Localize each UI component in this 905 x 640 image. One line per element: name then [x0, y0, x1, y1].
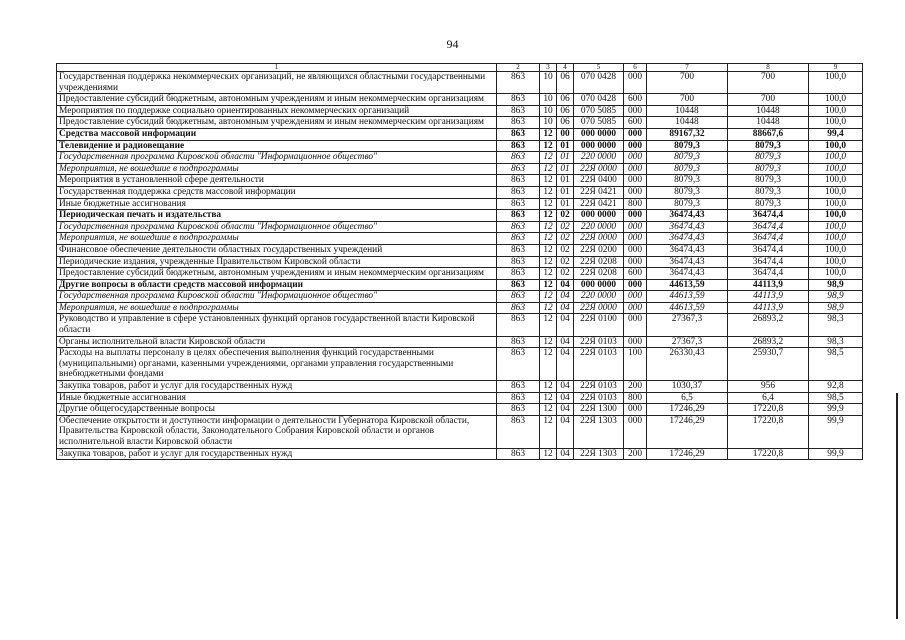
cell-ministry-code: 863	[497, 279, 540, 291]
cell-percent: 99,4	[809, 128, 863, 140]
cell-ministry-code: 863	[497, 128, 540, 140]
cell-section: 12	[540, 404, 557, 416]
cell-percent: 98,5	[809, 348, 863, 381]
cell-percent: 99,9	[809, 404, 863, 416]
cell-planned-amount: 17246,29	[647, 448, 728, 460]
cell-actual-amount: 88667,6	[728, 128, 809, 140]
cell-ministry-code: 863	[497, 404, 540, 416]
cell-subsection: 02	[557, 221, 574, 233]
cell-section: 12	[540, 152, 557, 164]
cell-planned-amount: 36474,43	[647, 244, 728, 256]
cell-subsection: 01	[557, 163, 574, 175]
cell-target-article: 22Я 0200	[574, 244, 624, 256]
cell-percent: 99,9	[809, 415, 863, 448]
cell-ministry-code: 863	[497, 302, 540, 314]
cell-subsection: 02	[557, 244, 574, 256]
cell-target-article: 22Я 0103	[574, 336, 624, 348]
row-description: Предоставление субсидий бюджетным, автономным учреждениям и иным некоммерческим организациям	[57, 117, 497, 129]
cell-planned-amount: 36474,43	[647, 233, 728, 245]
cell-expense-type: 000	[624, 221, 647, 233]
cell-section: 12	[540, 244, 557, 256]
cell-section: 12	[540, 314, 557, 336]
cell-expense-type: 600	[624, 117, 647, 129]
cell-ministry-code: 863	[497, 448, 540, 460]
cell-planned-amount: 8079,3	[647, 152, 728, 164]
cell-expense-type: 200	[624, 381, 647, 393]
cell-target-article: 22Я 0000	[574, 233, 624, 245]
cell-section: 12	[540, 448, 557, 460]
row-description: Руководство и управление в сфере установленных функций органов государственной власти Кировской области	[57, 314, 497, 336]
cell-subsection: 04	[557, 279, 574, 291]
cell-planned-amount: 8079,3	[647, 186, 728, 198]
cell-expense-type: 000	[624, 186, 647, 198]
table-row	[57, 140, 863, 152]
cell-section: 12	[540, 210, 557, 222]
cell-section: 12	[540, 279, 557, 291]
cell-section: 12	[540, 392, 557, 404]
cell-percent: 100,0	[809, 210, 863, 222]
header-cell: 4	[557, 64, 574, 72]
cell-ministry-code: 863	[497, 392, 540, 404]
cell-expense-type: 600	[624, 268, 647, 280]
cell-subsection: 01	[557, 152, 574, 164]
header-cell: 3	[540, 64, 557, 72]
row-description: Обеспечение открытости и доступности информации о деятельности Губернатора Кировской области, Правительства Кировской области, Законодательного Собрания Кировской области и органов исполнительной власти Кировской области	[57, 415, 497, 448]
cell-section: 12	[540, 198, 557, 210]
cell-percent: 100,0	[809, 256, 863, 268]
cell-target-article: 000 0000	[574, 210, 624, 222]
row-description: Закупка товаров, работ и услуг для государственных нужд	[57, 448, 497, 460]
cell-planned-amount: 8079,3	[647, 140, 728, 152]
header-cell: 2	[497, 64, 540, 72]
cell-percent: 100,0	[809, 140, 863, 152]
cell-ministry-code: 863	[497, 314, 540, 336]
cell-ministry-code: 863	[497, 381, 540, 393]
cell-actual-amount: 36474,4	[728, 210, 809, 222]
table-row	[57, 210, 863, 222]
table-row	[57, 348, 863, 381]
cell-expense-type: 000	[624, 72, 647, 94]
cell-actual-amount: 8079,3	[728, 175, 809, 187]
row-description: Государственная программа Кировской области "Информационное общество"	[57, 152, 497, 164]
cell-expense-type: 000	[624, 105, 647, 117]
row-description: Мероприятия, не вошедшие в подпрограммы	[57, 233, 497, 245]
table-row	[57, 381, 863, 393]
cell-subsection: 04	[557, 302, 574, 314]
cell-actual-amount: 36474,4	[728, 233, 809, 245]
table-row	[57, 175, 863, 187]
row-description: Расходы на выплаты персоналу в целях обеспечения выполнения функций государственными (муниципальными) органами, казенными учреждениями, органами управления государственными внебюджетными фондами	[57, 348, 497, 381]
cell-target-article: 22Я 0000	[574, 302, 624, 314]
cell-percent: 100,0	[809, 94, 863, 106]
row-description: Другие вопросы в области средств массовой информации	[57, 279, 497, 291]
cell-target-article: 22Я 1303	[574, 415, 624, 448]
cell-subsection: 00	[557, 128, 574, 140]
cell-percent: 98,9	[809, 291, 863, 303]
cell-percent: 99,9	[809, 448, 863, 460]
cell-target-article: 22Я 0421	[574, 186, 624, 198]
cell-target-article: 070 0428	[574, 94, 624, 106]
cell-ministry-code: 863	[497, 268, 540, 280]
table-row	[57, 302, 863, 314]
cell-target-article: 22Я 0400	[574, 175, 624, 187]
cell-subsection: 04	[557, 348, 574, 381]
cell-subsection: 06	[557, 105, 574, 117]
cell-actual-amount: 956	[728, 381, 809, 393]
cell-actual-amount: 36474,4	[728, 256, 809, 268]
table-row	[57, 314, 863, 336]
cell-actual-amount: 17220,8	[728, 415, 809, 448]
cell-section: 12	[540, 140, 557, 152]
cell-planned-amount: 10448	[647, 117, 728, 129]
table-row	[57, 268, 863, 280]
cell-percent: 100,0	[809, 175, 863, 187]
row-description: Государственная поддержка некоммерческих организаций, не являющихся областными государственными учреждениями	[57, 72, 497, 94]
table-row	[57, 404, 863, 416]
cell-ministry-code: 863	[497, 256, 540, 268]
row-description: Мероприятия по поддержке социально ориентированных некоммерческих организаций	[57, 105, 497, 117]
header-cell: 8	[728, 64, 809, 72]
cell-section: 10	[540, 72, 557, 94]
row-description: Иные бюджетные ассигнования	[57, 198, 497, 210]
cell-planned-amount: 36474,43	[647, 268, 728, 280]
table-row	[57, 244, 863, 256]
row-description: Государственная программа Кировской области "Информационное общество"	[57, 221, 497, 233]
scan-edge-line	[896, 393, 898, 619]
table-row	[57, 117, 863, 129]
table-row	[57, 336, 863, 348]
cell-subsection: 02	[557, 268, 574, 280]
cell-ministry-code: 863	[497, 415, 540, 448]
cell-planned-amount: 89167,32	[647, 128, 728, 140]
header-cell: 6	[624, 64, 647, 72]
cell-subsection: 02	[557, 210, 574, 222]
cell-actual-amount: 17220,8	[728, 404, 809, 416]
cell-ministry-code: 863	[497, 210, 540, 222]
table-row	[57, 198, 863, 210]
cell-section: 12	[540, 268, 557, 280]
cell-section: 12	[540, 221, 557, 233]
cell-target-article: 22Я 0208	[574, 256, 624, 268]
header-cell: 5	[574, 64, 624, 72]
cell-percent: 100,0	[809, 198, 863, 210]
table-row	[57, 448, 863, 460]
table-row	[57, 256, 863, 268]
cell-section: 12	[540, 348, 557, 381]
cell-planned-amount: 44613,59	[647, 279, 728, 291]
row-description: Мероприятия, не вошедшие в подпрограммы	[57, 302, 497, 314]
budget-table	[56, 63, 863, 460]
table-row	[57, 105, 863, 117]
cell-ministry-code: 863	[497, 336, 540, 348]
cell-planned-amount: 27367,3	[647, 336, 728, 348]
cell-actual-amount: 700	[728, 94, 809, 106]
cell-section: 10	[540, 94, 557, 106]
cell-section: 10	[540, 117, 557, 129]
table-body	[57, 64, 863, 460]
row-description: Государственная поддержка средств массовой информации	[57, 186, 497, 198]
cell-percent: 92,8	[809, 381, 863, 393]
cell-expense-type: 200	[624, 448, 647, 460]
header-cell: 9	[809, 64, 863, 72]
cell-target-article: 220 0000	[574, 152, 624, 164]
cell-percent: 100,0	[809, 152, 863, 164]
table-header-row	[57, 64, 863, 72]
row-description: Периодическая печать и издательства	[57, 210, 497, 222]
table-row	[57, 221, 863, 233]
cell-planned-amount: 700	[647, 94, 728, 106]
cell-planned-amount: 17246,29	[647, 404, 728, 416]
cell-expense-type: 000	[624, 233, 647, 245]
cell-expense-type: 000	[624, 244, 647, 256]
page-number: 94	[446, 37, 459, 51]
cell-target-article: 22Я 0208	[574, 268, 624, 280]
cell-subsection: 04	[557, 314, 574, 336]
cell-subsection: 02	[557, 256, 574, 268]
cell-ministry-code: 863	[497, 117, 540, 129]
cell-expense-type: 000	[624, 404, 647, 416]
cell-planned-amount: 10448	[647, 105, 728, 117]
cell-subsection: 01	[557, 198, 574, 210]
cell-percent: 100,0	[809, 233, 863, 245]
cell-planned-amount: 36474,43	[647, 256, 728, 268]
cell-actual-amount: 10448	[728, 105, 809, 117]
cell-target-article: 22Я 1303	[574, 448, 624, 460]
row-description: Телевидение и радиовещание	[57, 140, 497, 152]
cell-ministry-code: 863	[497, 175, 540, 187]
cell-ministry-code: 863	[497, 348, 540, 381]
cell-section: 12	[540, 381, 557, 393]
cell-expense-type: 600	[624, 94, 647, 106]
cell-target-article: 22Я 0103	[574, 381, 624, 393]
cell-planned-amount: 700	[647, 72, 728, 94]
cell-ministry-code: 863	[497, 186, 540, 198]
table-row	[57, 152, 863, 164]
cell-actual-amount: 44113,9	[728, 279, 809, 291]
row-description: Мероприятия, не вошедшие в подпрограммы	[57, 163, 497, 175]
cell-percent: 98,9	[809, 279, 863, 291]
cell-actual-amount: 36474,4	[728, 268, 809, 280]
cell-ministry-code: 863	[497, 291, 540, 303]
cell-ministry-code: 863	[497, 152, 540, 164]
cell-planned-amount: 27367,3	[647, 314, 728, 336]
cell-target-article: 22Я 0103	[574, 392, 624, 404]
cell-expense-type: 000	[624, 314, 647, 336]
cell-subsection: 06	[557, 94, 574, 106]
cell-target-article: 22Я 0103	[574, 348, 624, 381]
cell-expense-type: 000	[624, 415, 647, 448]
cell-percent: 100,0	[809, 186, 863, 198]
cell-actual-amount: 8079,3	[728, 140, 809, 152]
row-description: Финансовое обеспечение деятельности областных государственных учреждений	[57, 244, 497, 256]
cell-actual-amount: 44113,9	[728, 291, 809, 303]
cell-target-article: 22Я 1300	[574, 404, 624, 416]
cell-section: 12	[540, 175, 557, 187]
cell-percent: 98,5	[809, 392, 863, 404]
cell-subsection: 01	[557, 186, 574, 198]
cell-percent: 100,0	[809, 221, 863, 233]
cell-percent: 98,3	[809, 314, 863, 336]
cell-subsection: 04	[557, 291, 574, 303]
cell-expense-type: 000	[624, 128, 647, 140]
cell-actual-amount: 17220,8	[728, 448, 809, 460]
cell-planned-amount: 8079,3	[647, 198, 728, 210]
cell-section: 12	[540, 128, 557, 140]
cell-expense-type: 000	[624, 210, 647, 222]
cell-section: 12	[540, 233, 557, 245]
cell-actual-amount: 26893,2	[728, 336, 809, 348]
cell-ministry-code: 863	[497, 163, 540, 175]
cell-percent: 98,3	[809, 336, 863, 348]
cell-section: 12	[540, 186, 557, 198]
cell-expense-type: 000	[624, 163, 647, 175]
cell-planned-amount: 44613,59	[647, 302, 728, 314]
cell-subsection: 02	[557, 233, 574, 245]
row-description: Другие общегосударственные вопросы	[57, 404, 497, 416]
cell-subsection: 01	[557, 175, 574, 187]
row-description: Предоставление субсидий бюджетным, автономным учреждениям и иным некоммерческим организациям	[57, 268, 497, 280]
cell-actual-amount: 25930,7	[728, 348, 809, 381]
table-row	[57, 186, 863, 198]
cell-target-article: 000 0000	[574, 128, 624, 140]
cell-planned-amount: 17246,29	[647, 415, 728, 448]
cell-target-article: 070 5085	[574, 117, 624, 129]
cell-ministry-code: 863	[497, 221, 540, 233]
cell-actual-amount: 26893,2	[728, 314, 809, 336]
cell-actual-amount: 8079,3	[728, 163, 809, 175]
cell-planned-amount: 8079,3	[647, 163, 728, 175]
header-cell: 1	[57, 64, 497, 72]
cell-planned-amount: 36474,43	[647, 221, 728, 233]
cell-subsection: 04	[557, 392, 574, 404]
cell-expense-type: 800	[624, 392, 647, 404]
table-row	[57, 128, 863, 140]
table-row	[57, 291, 863, 303]
cell-target-article: 000 0000	[574, 279, 624, 291]
cell-target-article: 22Я 0100	[574, 314, 624, 336]
table-row	[57, 233, 863, 245]
header-cell: 7	[647, 64, 728, 72]
table-row	[57, 72, 863, 94]
cell-target-article: 220 0000	[574, 221, 624, 233]
cell-section: 12	[540, 336, 557, 348]
cell-ministry-code: 863	[497, 140, 540, 152]
cell-actual-amount: 36474,4	[728, 244, 809, 256]
cell-subsection: 06	[557, 117, 574, 129]
cell-actual-amount: 10448	[728, 117, 809, 129]
cell-section: 12	[540, 291, 557, 303]
row-description: Средства массовой информации	[57, 128, 497, 140]
cell-section: 12	[540, 302, 557, 314]
cell-actual-amount: 8079,3	[728, 198, 809, 210]
cell-expense-type: 000	[624, 336, 647, 348]
row-description: Периодические издания, учрежденные Правительством Кировской области	[57, 256, 497, 268]
cell-expense-type: 000	[624, 152, 647, 164]
cell-subsection: 04	[557, 415, 574, 448]
cell-expense-type: 000	[624, 302, 647, 314]
cell-ministry-code: 863	[497, 233, 540, 245]
cell-section: 10	[540, 105, 557, 117]
table-row	[57, 163, 863, 175]
cell-ministry-code: 863	[497, 198, 540, 210]
cell-actual-amount: 8079,3	[728, 186, 809, 198]
cell-expense-type: 000	[624, 256, 647, 268]
cell-target-article: 22Я 0000	[574, 163, 624, 175]
cell-expense-type: 000	[624, 279, 647, 291]
cell-planned-amount: 8079,3	[647, 175, 728, 187]
cell-percent: 100,0	[809, 117, 863, 129]
cell-planned-amount: 36474,43	[647, 210, 728, 222]
cell-target-article: 000 0000	[574, 140, 624, 152]
cell-actual-amount: 36474,4	[728, 221, 809, 233]
cell-actual-amount: 8079,3	[728, 152, 809, 164]
cell-planned-amount: 6,5	[647, 392, 728, 404]
cell-target-article: 22Я 0421	[574, 198, 624, 210]
table-row	[57, 392, 863, 404]
cell-actual-amount: 6,4	[728, 392, 809, 404]
cell-subsection: 01	[557, 140, 574, 152]
cell-subsection: 04	[557, 336, 574, 348]
cell-planned-amount: 26330,43	[647, 348, 728, 381]
row-description: Закупка товаров, работ и услуг для государственных нужд	[57, 381, 497, 393]
row-description: Предоставление субсидий бюджетным, автономным учреждениям и иным некоммерческим организациям	[57, 94, 497, 106]
cell-subsection: 04	[557, 381, 574, 393]
table-row	[57, 279, 863, 291]
cell-expense-type: 000	[624, 175, 647, 187]
cell-target-article: 220 0000	[574, 291, 624, 303]
cell-percent: 100,0	[809, 72, 863, 94]
cell-target-article: 070 0428	[574, 72, 624, 94]
row-description: Органы исполнительной власти Кировской области	[57, 336, 497, 348]
cell-subsection: 06	[557, 72, 574, 94]
cell-actual-amount: 44113,9	[728, 302, 809, 314]
cell-percent: 100,0	[809, 268, 863, 280]
cell-expense-type: 100	[624, 348, 647, 381]
cell-planned-amount: 44613,59	[647, 291, 728, 303]
row-description: Государственная программа Кировской области "Информационное общество"	[57, 291, 497, 303]
cell-expense-type: 800	[624, 198, 647, 210]
cell-subsection: 04	[557, 448, 574, 460]
cell-ministry-code: 863	[497, 72, 540, 94]
table-row	[57, 415, 863, 448]
cell-actual-amount: 700	[728, 72, 809, 94]
cell-expense-type: 000	[624, 291, 647, 303]
cell-ministry-code: 863	[497, 244, 540, 256]
cell-section: 12	[540, 256, 557, 268]
cell-ministry-code: 863	[497, 105, 540, 117]
cell-percent: 100,0	[809, 163, 863, 175]
table-row	[57, 94, 863, 106]
cell-section: 12	[540, 163, 557, 175]
row-description: Мероприятия в установленной сфере деятельности	[57, 175, 497, 187]
cell-subsection: 04	[557, 404, 574, 416]
cell-percent: 100,0	[809, 105, 863, 117]
cell-ministry-code: 863	[497, 94, 540, 106]
cell-percent: 98,9	[809, 302, 863, 314]
cell-planned-amount: 1030,37	[647, 381, 728, 393]
cell-percent: 100,0	[809, 244, 863, 256]
cell-expense-type: 000	[624, 140, 647, 152]
cell-target-article: 070 5085	[574, 105, 624, 117]
cell-section: 12	[540, 415, 557, 448]
row-description: Иные бюджетные ассигнования	[57, 392, 497, 404]
